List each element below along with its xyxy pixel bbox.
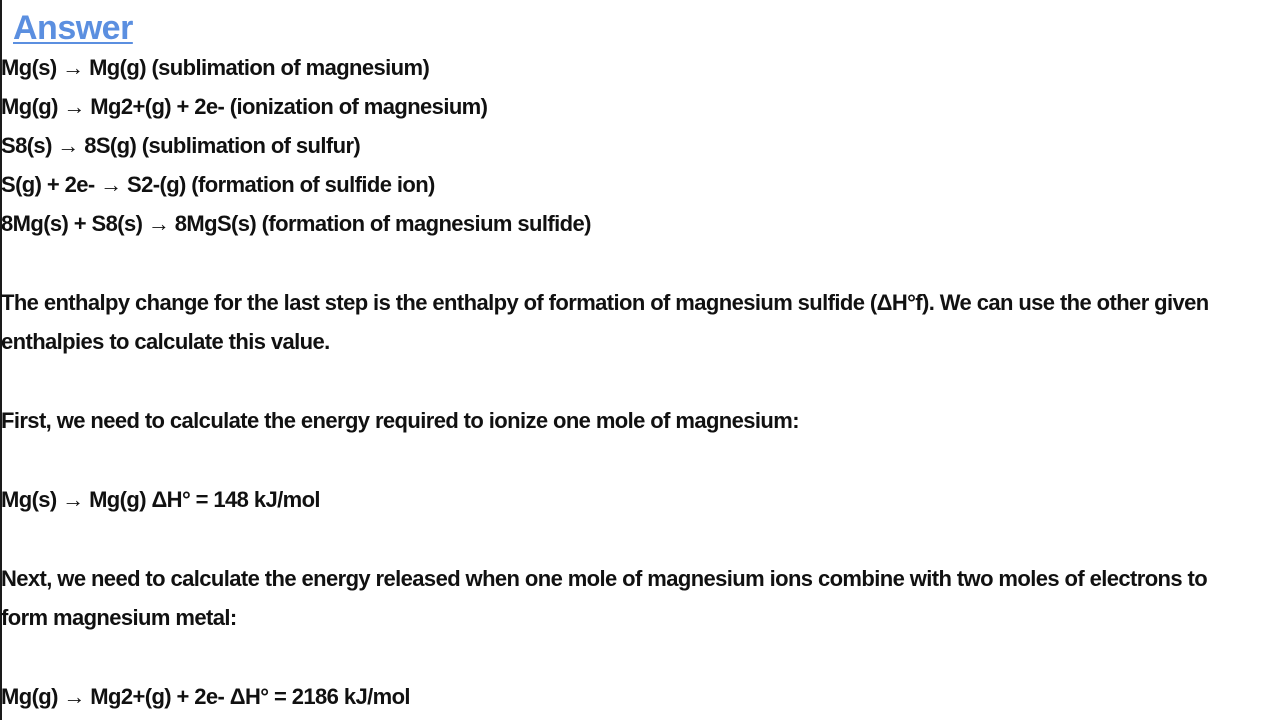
answer-heading: Answer (13, 9, 133, 47)
paragraph-enthalpy-line-1: The enthalpy change for the last step is the enthalpy of formation of magnesium sulfide (ΔH°f). We can use the other given (1, 290, 1209, 315)
reaction-step-5: 8Mg(s) + S8(s) → 8MgS(s) (formation of magnesium sulfide) (1, 211, 591, 236)
equation-sublimation: Mg(s) → Mg(g) ΔH° = 148 kJ/mol (1, 487, 320, 512)
paragraph-ionize: First, we need to calculate the energy required to ionize one mole of magnesium: (1, 408, 799, 433)
reaction-step-1: Mg(s) → Mg(g) (sublimation of magnesium) (1, 55, 430, 80)
paragraph-energy-line-2: form magnesium metal: (1, 605, 237, 630)
reaction-step-3: S8(s) → 8S(g) (sublimation of sulfur) (1, 133, 361, 158)
reaction-step-2: Mg(g) → Mg2+(g) + 2e- (ionization of magnesium) (1, 94, 488, 119)
equation-ionization: Mg(g) → Mg2+(g) + 2e- ΔH° = 2186 kJ/mol (1, 684, 410, 709)
reaction-step-4: S(g) + 2e- → S2-(g) (formation of sulfide ion) (1, 172, 435, 197)
paragraph-energy-line-1: Next, we need to calculate the energy released when one mole of magnesium ions combine with two moles of electrons to (1, 566, 1208, 591)
paragraph-enthalpy-line-2: enthalpies to calculate this value. (1, 329, 330, 354)
